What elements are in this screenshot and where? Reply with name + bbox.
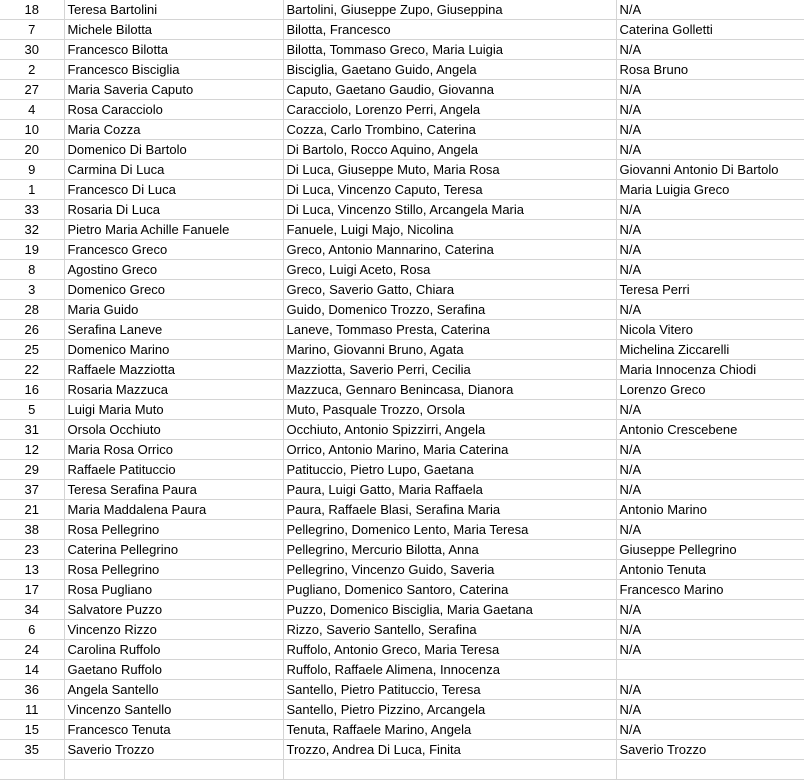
cell-name[interactable]: Carolina Ruffolo: [64, 640, 283, 660]
cell-id[interactable]: 1: [0, 180, 64, 200]
cell-name[interactable]: Michele Bilotta: [64, 20, 283, 40]
cell-name[interactable]: Vincenzo Rizzo: [64, 620, 283, 640]
cell-spouse[interactable]: N/A: [616, 120, 804, 140]
cell-name[interactable]: Domenico Greco: [64, 280, 283, 300]
table-row: [0, 60, 804, 80]
table-row: [0, 560, 804, 580]
cell-id[interactable]: 30: [0, 40, 64, 60]
cell-spouse[interactable]: N/A: [616, 80, 804, 100]
cell-name[interactable]: Maria Cozza: [64, 120, 283, 140]
cell-parents[interactable]: Greco, Saverio Gatto, Chiara: [283, 280, 616, 300]
table-row: [0, 240, 804, 260]
cell-name[interactable]: Francesco Di Luca: [64, 180, 283, 200]
cell-spouse[interactable]: Antonio Tenuta: [616, 560, 804, 580]
cell-id[interactable]: 3: [0, 280, 64, 300]
cell-id[interactable]: 17: [0, 580, 64, 600]
empty-cell[interactable]: [64, 760, 283, 780]
table-row: [0, 180, 804, 200]
cell-id[interactable]: 22: [0, 360, 64, 380]
cell-parents[interactable]: Greco, Luigi Aceto, Rosa: [283, 260, 616, 280]
cell-id[interactable]: 20: [0, 140, 64, 160]
cell-spouse[interactable]: N/A: [616, 640, 804, 660]
cell-spouse[interactable]: Giovanni Antonio Di Bartolo: [616, 160, 804, 180]
cell-spouse[interactable]: N/A: [616, 0, 804, 20]
cell-name[interactable]: Rosa Pellegrino: [64, 560, 283, 580]
table-row: [0, 380, 804, 400]
cell-parents[interactable]: Paura, Luigi Gatto, Maria Raffaela: [283, 480, 616, 500]
cell-parents[interactable]: Patituccio, Pietro Lupo, Gaetana: [283, 460, 616, 480]
empty-cell[interactable]: [616, 760, 804, 780]
cell-id[interactable]: 34: [0, 600, 64, 620]
cell-name[interactable]: Rosa Pugliano: [64, 580, 283, 600]
table-row: [0, 160, 804, 180]
cell-name[interactable]: Saverio Trozzo: [64, 740, 283, 760]
cell-parents[interactable]: Caracciolo, Lorenzo Perri, Angela: [283, 100, 616, 120]
cell-spouse[interactable]: N/A: [616, 480, 804, 500]
cell-name[interactable]: Francesco Tenuta: [64, 720, 283, 740]
cell-name[interactable]: Raffaele Mazziotta: [64, 360, 283, 380]
cell-spouse[interactable]: Lorenzo Greco: [616, 380, 804, 400]
table-row: [0, 680, 804, 700]
cell-name[interactable]: Maria Maddalena Paura: [64, 500, 283, 520]
cell-id[interactable]: 6: [0, 620, 64, 640]
cell-parents[interactable]: Trozzo, Andrea Di Luca, Finita: [283, 740, 616, 760]
cell-spouse[interactable]: Teresa Perri: [616, 280, 804, 300]
cell-id[interactable]: 33: [0, 200, 64, 220]
cell-spouse[interactable]: Antonio Crescebene: [616, 420, 804, 440]
cell-id[interactable]: 19: [0, 240, 64, 260]
table-row: [0, 640, 804, 660]
cell-name[interactable]: Teresa Bartolini: [64, 0, 283, 20]
table-row: [0, 600, 804, 620]
cell-parents[interactable]: Di Luca, Giuseppe Muto, Maria Rosa: [283, 160, 616, 180]
cell-id[interactable]: 28: [0, 300, 64, 320]
table-row: [0, 220, 804, 240]
cell-id[interactable]: 10: [0, 120, 64, 140]
table-row: [0, 700, 804, 720]
cell-parents[interactable]: Marino, Giovanni Bruno, Agata: [283, 340, 616, 360]
cell-id[interactable]: 37: [0, 480, 64, 500]
cell-parents[interactable]: Pellegrino, Vincenzo Guido, Saveria: [283, 560, 616, 580]
cell-id[interactable]: 5: [0, 400, 64, 420]
empty-cell[interactable]: [283, 760, 616, 780]
cell-spouse[interactable]: N/A: [616, 40, 804, 60]
cell-name[interactable]: Vincenzo Santello: [64, 700, 283, 720]
cell-name[interactable]: Rosaria Mazzuca: [64, 380, 283, 400]
cell-parents[interactable]: Bisciglia, Gaetano Guido, Angela: [283, 60, 616, 80]
cell-spouse[interactable]: Nicola Vitero: [616, 320, 804, 340]
table-row: [0, 480, 804, 500]
table-row: [0, 340, 804, 360]
cell-spouse[interactable]: N/A: [616, 260, 804, 280]
cell-name[interactable]: Rosa Caracciolo: [64, 100, 283, 120]
cell-name[interactable]: Domenico Di Bartolo: [64, 140, 283, 160]
cell-name[interactable]: Rosaria Di Luca: [64, 200, 283, 220]
cell-id[interactable]: 36: [0, 680, 64, 700]
cell-id[interactable]: 32: [0, 220, 64, 240]
cell-spouse[interactable]: Francesco Marino: [616, 580, 804, 600]
cell-spouse[interactable]: N/A: [616, 440, 804, 460]
table-row: [0, 720, 804, 740]
table-row: [0, 80, 804, 100]
cell-parents[interactable]: Bartolini, Giuseppe Zupo, Giuseppina: [283, 0, 616, 20]
cell-spouse[interactable]: Rosa Bruno: [616, 60, 804, 80]
cell-id[interactable]: 25: [0, 340, 64, 360]
cell-id[interactable]: 21: [0, 500, 64, 520]
cell-spouse[interactable]: Maria Innocenza Chiodi: [616, 360, 804, 380]
cell-parents[interactable]: Bilotta, Francesco: [283, 20, 616, 40]
cell-name[interactable]: Maria Guido: [64, 300, 283, 320]
cell-parents[interactable]: Di Luca, Vincenzo Caputo, Teresa: [283, 180, 616, 200]
cell-parents[interactable]: Guido, Domenico Trozzo, Serafina: [283, 300, 616, 320]
table-row: [0, 460, 804, 480]
cell-spouse[interactable]: N/A: [616, 100, 804, 120]
cell-parents[interactable]: Mazziotta, Saverio Perri, Cecilia: [283, 360, 616, 380]
cell-spouse[interactable]: N/A: [616, 600, 804, 620]
cell-spouse[interactable]: Maria Luigia Greco: [616, 180, 804, 200]
cell-spouse[interactable]: N/A: [616, 620, 804, 640]
cell-parents[interactable]: Cozza, Carlo Trombino, Caterina: [283, 120, 616, 140]
cell-spouse[interactable]: N/A: [616, 240, 804, 260]
cell-id[interactable]: 7: [0, 20, 64, 40]
table-row: [0, 20, 804, 40]
table-row: [0, 580, 804, 600]
cell-parents[interactable]: Di Luca, Vincenzo Stillo, Arcangela Maria: [283, 200, 616, 220]
cell-parents[interactable]: Fanuele, Luigi Majo, Nicolina: [283, 220, 616, 240]
cell-id[interactable]: 12: [0, 440, 64, 460]
cell-parents[interactable]: Bilotta, Tommaso Greco, Maria Luigia: [283, 40, 616, 60]
cell-name[interactable]: Pietro Maria Achille Fanuele: [64, 220, 283, 240]
cell-id[interactable]: 29: [0, 460, 64, 480]
cell-parents[interactable]: Occhiuto, Antonio Spizzirri, Angela: [283, 420, 616, 440]
cell-name[interactable]: Francesco Greco: [64, 240, 283, 260]
table-row: [0, 280, 804, 300]
cell-parents[interactable]: Puzzo, Domenico Bisciglia, Maria Gaetana: [283, 600, 616, 620]
cell-spouse[interactable]: Caterina Golletti: [616, 20, 804, 40]
cell-parents[interactable]: Di Bartolo, Rocco Aquino, Angela: [283, 140, 616, 160]
table-row: [0, 40, 804, 60]
cell-id[interactable]: 11: [0, 700, 64, 720]
cell-id[interactable]: 38: [0, 520, 64, 540]
cell-id[interactable]: 4: [0, 100, 64, 120]
table-row: [0, 320, 804, 340]
cell-parents[interactable]: Santello, Pietro Pizzino, Arcangela: [283, 700, 616, 720]
cell-parents[interactable]: Orrico, Antonio Marino, Maria Caterina: [283, 440, 616, 460]
cell-id[interactable]: 2: [0, 60, 64, 80]
cell-parents[interactable]: Mazzuca, Gennaro Benincasa, Dianora: [283, 380, 616, 400]
cell-name[interactable]: Domenico Marino: [64, 340, 283, 360]
cell-id[interactable]: 26: [0, 320, 64, 340]
table-row: [0, 300, 804, 320]
cell-id[interactable]: 9: [0, 160, 64, 180]
cell-parents[interactable]: Pellegrino, Mercurio Bilotta, Anna: [283, 540, 616, 560]
cell-id[interactable]: 24: [0, 640, 64, 660]
cell-id[interactable]: 23: [0, 540, 64, 560]
cell-parents[interactable]: Paura, Raffaele Blasi, Serafina Maria: [283, 500, 616, 520]
cell-parents[interactable]: Caputo, Gaetano Gaudio, Giovanna: [283, 80, 616, 100]
cell-spouse[interactable]: N/A: [616, 140, 804, 160]
table-row: [0, 200, 804, 220]
table-row: [0, 540, 804, 560]
cell-id[interactable]: 35: [0, 740, 64, 760]
cell-id[interactable]: 27: [0, 80, 64, 100]
table-row: [0, 100, 804, 120]
table-row: [0, 360, 804, 380]
cell-id[interactable]: 13: [0, 560, 64, 580]
cell-name[interactable]: Francesco Bilotta: [64, 40, 283, 60]
cell-spouse[interactable]: N/A: [616, 200, 804, 220]
empty-row: [0, 760, 804, 780]
table-row: [0, 120, 804, 140]
cell-parents[interactable]: Muto, Pasquale Trozzo, Orsola: [283, 400, 616, 420]
cell-name[interactable]: Caterina Pellegrino: [64, 540, 283, 560]
cell-name[interactable]: Serafina Laneve: [64, 320, 283, 340]
cell-spouse[interactable]: N/A: [616, 520, 804, 540]
table-row: [0, 660, 804, 680]
cell-spouse[interactable]: N/A: [616, 400, 804, 420]
cell-spouse[interactable]: N/A: [616, 720, 804, 740]
table-row: [0, 520, 804, 540]
cell-parents[interactable]: Pellegrino, Domenico Lento, Maria Teresa: [283, 520, 616, 540]
cell-id[interactable]: 18: [0, 0, 64, 20]
cell-name[interactable]: Gaetano Ruffolo: [64, 660, 283, 680]
cell-parents[interactable]: Ruffolo, Antonio Greco, Maria Teresa: [283, 640, 616, 660]
cell-parents[interactable]: Pugliano, Domenico Santoro, Caterina: [283, 580, 616, 600]
cell-parents[interactable]: Rizzo, Saverio Santello, Serafina: [283, 620, 616, 640]
cell-parents[interactable]: Ruffolo, Raffaele Alimena, Innocenza: [283, 660, 616, 680]
table-row: [0, 140, 804, 160]
table-row: [0, 0, 804, 20]
cell-name[interactable]: Carmina Di Luca: [64, 160, 283, 180]
cell-name[interactable]: Salvatore Puzzo: [64, 600, 283, 620]
cell-spouse[interactable]: N/A: [616, 220, 804, 240]
cell-name[interactable]: Teresa Serafina Paura: [64, 480, 283, 500]
cell-name[interactable]: Luigi Maria Muto: [64, 400, 283, 420]
cell-name[interactable]: Raffaele Patituccio: [64, 460, 283, 480]
table-row: [0, 260, 804, 280]
table-row: [0, 440, 804, 460]
cell-spouse[interactable]: N/A: [616, 700, 804, 720]
cell-spouse[interactable]: [616, 660, 804, 680]
cell-spouse[interactable]: Giuseppe Pellegrino: [616, 540, 804, 560]
cell-name[interactable]: Agostino Greco: [64, 260, 283, 280]
cell-name[interactable]: Maria Saveria Caputo: [64, 80, 283, 100]
cell-id[interactable]: 31: [0, 420, 64, 440]
empty-cell[interactable]: [0, 760, 64, 780]
cell-name[interactable]: Maria Rosa Orrico: [64, 440, 283, 460]
cell-id[interactable]: 14: [0, 660, 64, 680]
table-row: [0, 500, 804, 520]
cell-spouse[interactable]: N/A: [616, 300, 804, 320]
cell-parents[interactable]: Santello, Pietro Patituccio, Teresa: [283, 680, 616, 700]
cell-name[interactable]: Rosa Pellegrino: [64, 520, 283, 540]
cell-spouse[interactable]: N/A: [616, 460, 804, 480]
cell-name[interactable]: Orsola Occhiuto: [64, 420, 283, 440]
cell-name[interactable]: Angela Santello: [64, 680, 283, 700]
cell-id[interactable]: 15: [0, 720, 64, 740]
cell-id[interactable]: 8: [0, 260, 64, 280]
cell-id[interactable]: 16: [0, 380, 64, 400]
table-row: [0, 740, 804, 760]
cell-parents[interactable]: Greco, Antonio Mannarino, Caterina: [283, 240, 616, 260]
cell-parents[interactable]: Laneve, Tommaso Presta, Caterina: [283, 320, 616, 340]
table-row: [0, 400, 804, 420]
cell-name[interactable]: Francesco Bisciglia: [64, 60, 283, 80]
cell-spouse[interactable]: Antonio Marino: [616, 500, 804, 520]
cell-spouse[interactable]: N/A: [616, 680, 804, 700]
cell-parents[interactable]: Tenuta, Raffaele Marino, Angela: [283, 720, 616, 740]
table-row: [0, 420, 804, 440]
table-row: [0, 620, 804, 640]
cell-spouse[interactable]: Saverio Trozzo: [616, 740, 804, 760]
cell-spouse[interactable]: Michelina Ziccarelli: [616, 340, 804, 360]
